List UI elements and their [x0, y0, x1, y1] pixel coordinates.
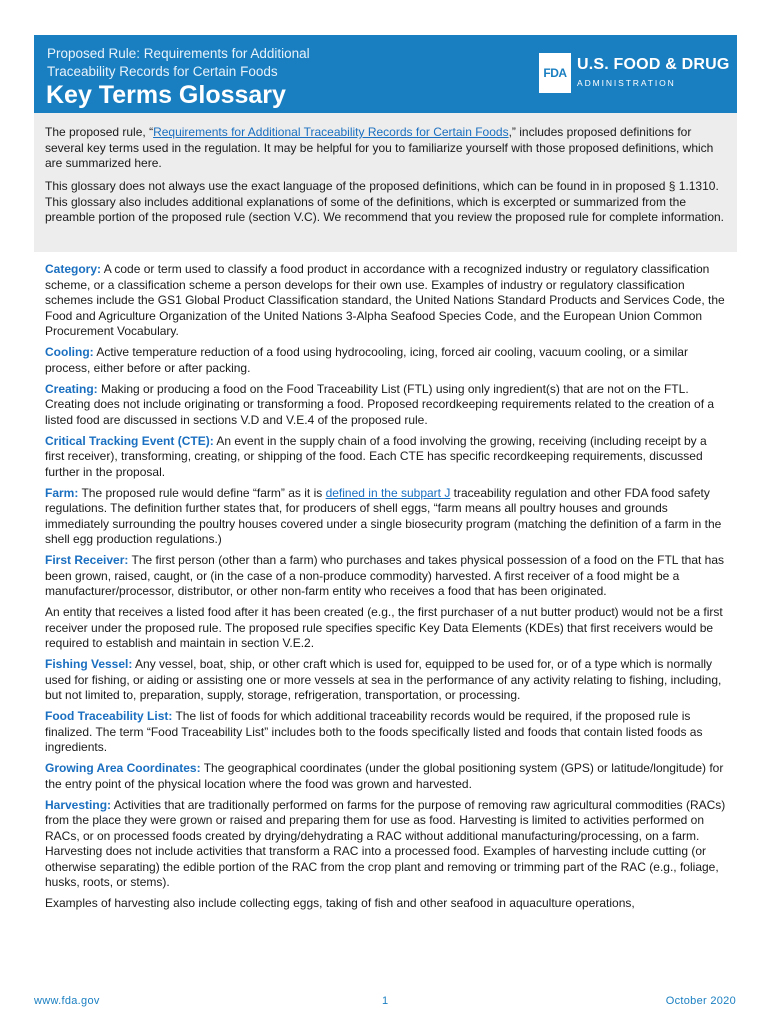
intro-paragraph-1: [45, 125, 725, 172]
footer-date: October 2020: [665, 995, 736, 1007]
def-gac: The geographical coordinates (under the global positioning system (GPS) or latitude/longitude) for the entry point of the physical location where the food was grown and harvested.: [45, 761, 724, 791]
term-cte: Critical Tracking Event (CTE):: [45, 433, 214, 448]
entry-category: [45, 262, 727, 340]
intro-box: [34, 113, 737, 252]
entry-cooling: [45, 345, 727, 376]
header-subtitle: [47, 45, 377, 80]
term-first-receiver: First Receiver:: [45, 553, 129, 567]
subtitle-line-1: Proposed Rule: Requirements for Additional: [47, 46, 310, 61]
entry-creating: [45, 382, 727, 429]
term-harvesting: Harvesting:: [45, 797, 112, 812]
page-title: Key Terms Glossary: [46, 81, 286, 109]
header-banner: [34, 35, 737, 113]
def-creating: Making or producing a food on the Food Traceability List (FTL) using only ingredient(s) that are not on the FTL. Creating does not include originating or transforming a food. Proposed recordkeeping requirements related to the creation of a listed food are discussed in sections V.D and V.E.4 of the proposed rule.: [45, 381, 715, 427]
subtitle-line-2: Traceability Records for Certain Foods: [47, 63, 278, 79]
entry-ftl: [45, 709, 727, 756]
def-fishing-vessel: Any vessel, boat, ship, or other craft which is used for, equipped to be used for, or of a type which is normally used for fishing, or aiding or assisting one or more vessels at sea in the performance of any activity relating to fishing, including, but not limited to, preparation, supply, storage, refrigeration, transportation, or processing.: [45, 657, 722, 702]
proposed-rule-link[interactable]: Requirements for Additional Traceability Records for Certain Foods: [153, 125, 509, 139]
term-cooling: Cooling:: [45, 345, 94, 359]
entry-gac: [45, 761, 727, 792]
def-farm-post: traceability regulation and other FDA food safety regulations. The definition further states that, for producers of shell eggs, “farm means all poultry houses and grounds immediately surrounding the poultry houses covered under a single biosecurity program (matching the definition of a farm in the shell egg production regulations.): [45, 485, 722, 546]
def-farm-pre: The proposed rule would define “farm” as it is: [78, 485, 326, 500]
fda-logo-admin: ADMINISTRATION: [577, 78, 676, 88]
def-category: A code or term used to classify a food product in accordance with a recognized industry or regulatory classification scheme, or a classification scheme a person develops for their own use. Examples of industry or regulatory classification schemes include the GS1 Global Product Classification standard, the United Nations Standard Products and Services Code, the Food and Agriculture Organization of the United Nations 3-Alpha Seafood Species Code, and the European Union Common Procurement Vocabulary.: [45, 262, 725, 338]
fda-logo-name: U.S. FOOD & DRUG: [577, 56, 730, 73]
def-harvesting: Activities that are traditionally performed on farms for the purpose of removing raw agricultural commodities (RACs) from the place they were grown or raised and preparing them for use as food. Harvesting is limited to activities performed on RACs, or on processed foods created by drying/dehydrating a RAC without additional manufacturing/processing, on a farm. Harvesting does not include activities that transform a RAC into a processed food. Examples of harvesting include cutting (or otherwise separating) the edible portion of the RAC from the crop plant and removing or trimming part of the RAC (e.g., foliage, husks, roots, or stems).: [45, 797, 726, 889]
entry-first-receiver-extra: An entity that receives a listed food after it has been created (e.g., the first purchaser of a nut butter product) would not be a first receiver under the proposed rule. The proposed rule specifies specific Key Data Elements (KDEs) that first receivers would be required to establish and maintain in section V.E.2.: [45, 605, 723, 650]
def-cooling: Active temperature reduction of a food using hydrocooling, icing, forced air cooling, vacuum cooling, or a similar process, either before or after packing.: [45, 345, 688, 375]
entry-harvesting: [45, 798, 727, 891]
term-fishing-vessel: Fishing Vessel:: [45, 657, 133, 671]
intro-p1-pre: The proposed rule, “: [45, 125, 154, 139]
subpart-j-link[interactable]: defined in the subpart J: [325, 485, 451, 500]
def-ftl: The list of foods for which additional traceability records would be required, if the proposed rule is finalized. The term “Food Traceability List” includes both to the foods specifically listed and foods that contain listed foods as ingredients.: [45, 709, 703, 754]
entry-first-receiver: [45, 553, 727, 600]
term-farm: Farm:: [45, 485, 79, 500]
term-creating: Creating:: [45, 381, 98, 396]
intro-p1-post: ,” includes proposed definitions for several key terms used in the regulation. It may be helpful for you to familiarize yourself with those proposed definitions, which are summarized here.: [45, 125, 714, 170]
fda-logo-mark: FDA: [539, 53, 571, 93]
fda-logo[interactable]: [539, 53, 729, 95]
entry-farm: [45, 486, 727, 548]
entry-harvesting-extra: Examples of harvesting also include collecting eggs, taking of fish and other seafood in aquaculture operations,: [45, 896, 635, 910]
footer-page-number: 1: [382, 995, 389, 1007]
def-cte: An event in the supply chain of a food involving the growing, receiving (including receipt by a first receiver), transforming, creating, or shipping of the food. Each CTE has specific recordkeeping requirements, discussed further in the proposal.: [45, 433, 707, 479]
term-ftl: Food Traceability List:: [45, 709, 173, 723]
glossary-entries: [45, 262, 727, 917]
intro-paragraph-2: This glossary does not always use the exact language of the proposed definitions, which can be found in in proposed § 1.1310. This glossary also includes additional explanations of some of the definitions, which is excerpted or summarized from the preamble portion of the proposed rule (section V.C). We recommend that you review the proposed rule for complete information.: [45, 179, 725, 224]
footer-url[interactable]: www.fda.gov: [34, 995, 100, 1007]
term-gac: Growing Area Coordinates:: [45, 761, 201, 775]
def-first-receiver: The first person (other than a farm) who purchases and takes physical possession of a food on the FTL that has been grown, raised, caught, or (in the case of a non-produce commodity) harvested. A first receiver of a food might be a manufacturer/processor, distributor, or other non-farm entity who receives a food that has been originated.: [45, 553, 725, 598]
entry-fishing-vessel: [45, 657, 727, 704]
entry-cte: [45, 434, 727, 481]
term-category: Category:: [45, 262, 102, 276]
